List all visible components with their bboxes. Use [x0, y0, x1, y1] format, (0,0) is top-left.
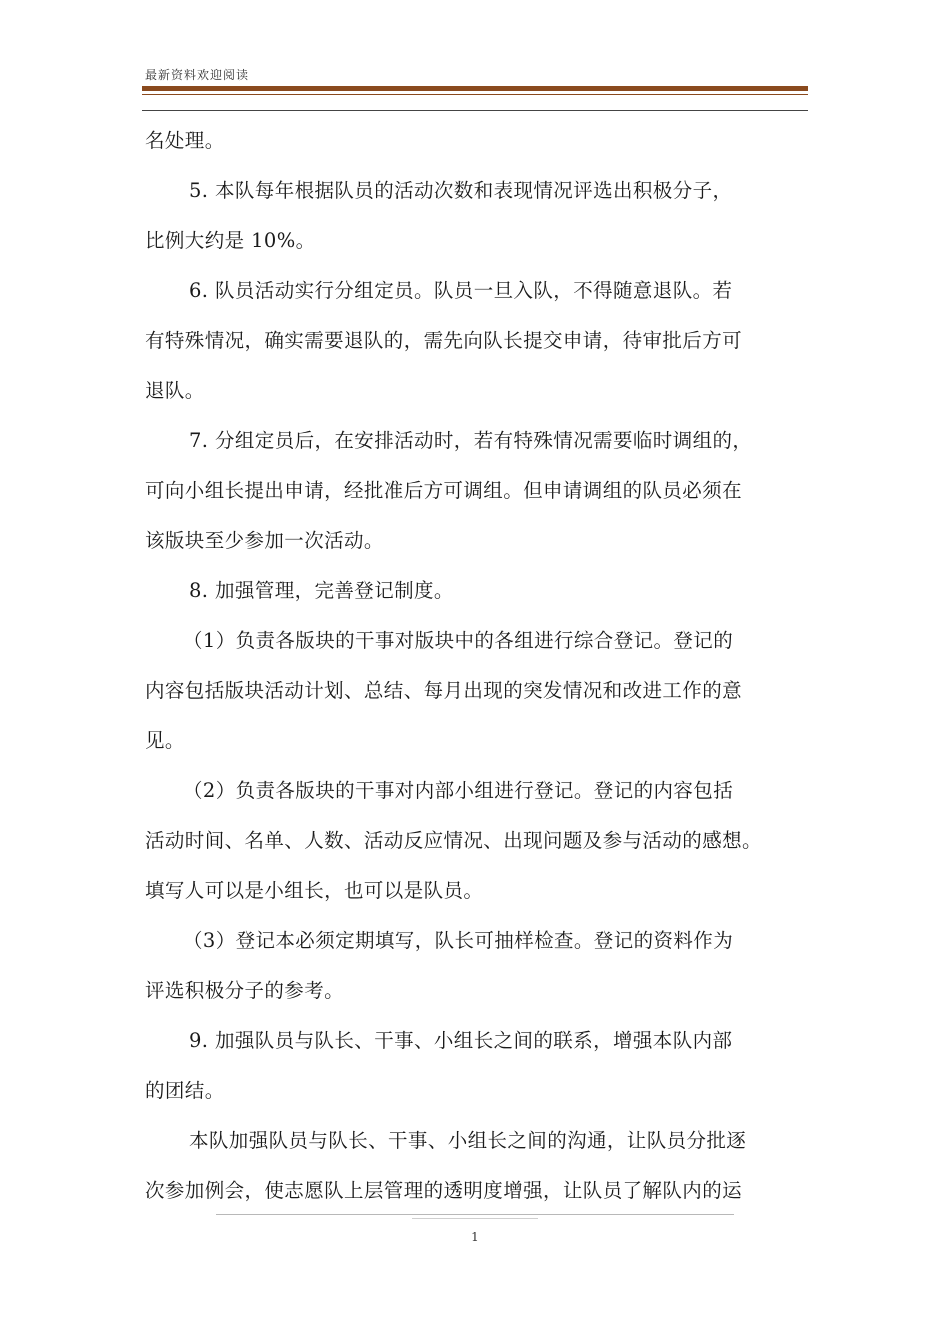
header-rule-thin [142, 94, 808, 95]
body-line: 7. 分组定员后，在安排活动时，若有特殊情况需要临时调组的， [189, 429, 753, 452]
body-line: 该版块至少参加一次活动。 [145, 529, 384, 552]
body-line: 比例大约是 10%。 [145, 229, 316, 252]
body-line: 活动时间、名单、人数、活动反应情况、出现问题及参与活动的感想。 [145, 829, 762, 852]
body-line: 填写人可以是小组长，也可以是队员。 [145, 879, 484, 902]
footer-rule [216, 1214, 734, 1215]
body-line: 的团结。 [145, 1079, 225, 1102]
body-line: 内容包括版块活动计划、总结、每月出现的突发情况和改进工作的意 [145, 679, 743, 702]
body-line: 次参加例会，使志愿队上层管理的透明度增强，让队员了解队内的运 [145, 1179, 743, 1202]
body-line: 可向小组长提出申请，经批准后方可调组。但申请调组的队员必须在 [145, 479, 743, 502]
body-line: 见。 [145, 729, 185, 752]
body-line: 评选积极分子的参考。 [145, 979, 345, 1002]
body-line: 本队加强队员与队长、干事、小组长之间的沟通，让队员分批逐 [189, 1129, 747, 1152]
body-line: （3）登记本必须定期填写，队长可抽样检查。登记的资料作为 [183, 929, 734, 952]
body-line: （2）负责各版块的干事对内部小组进行登记。登记的内容包括 [183, 779, 734, 802]
body-line: 有特殊情况，确实需要退队的，需先向队长提交申请，待审批后方可 [145, 329, 743, 352]
footer-rule-short [412, 1218, 538, 1219]
page-number: 1 [471, 1230, 479, 1244]
body-line: 6. 队员活动实行分组定员。队员一旦入队，不得随意退队。若 [189, 279, 733, 302]
header-rule-thick [142, 86, 808, 91]
body-line: 名处理。 [145, 129, 225, 152]
body-line: （1）负责各版块的干事对版块中的各组进行综合登记。登记的 [183, 629, 734, 652]
document-body [145, 116, 807, 1216]
body-line: 退队。 [145, 379, 205, 402]
body-line: 9. 加强队员与队长、干事、小组长之间的联系，增强本队内部 [189, 1029, 733, 1052]
header-separator [142, 110, 808, 111]
body-line: 5. 本队每年根据队员的活动次数和表现情况评选出积极分子， [189, 179, 733, 202]
page-header: 最新资料欢迎阅读 [145, 68, 250, 82]
body-line: 8. 加强管理，完善登记制度。 [189, 579, 454, 602]
